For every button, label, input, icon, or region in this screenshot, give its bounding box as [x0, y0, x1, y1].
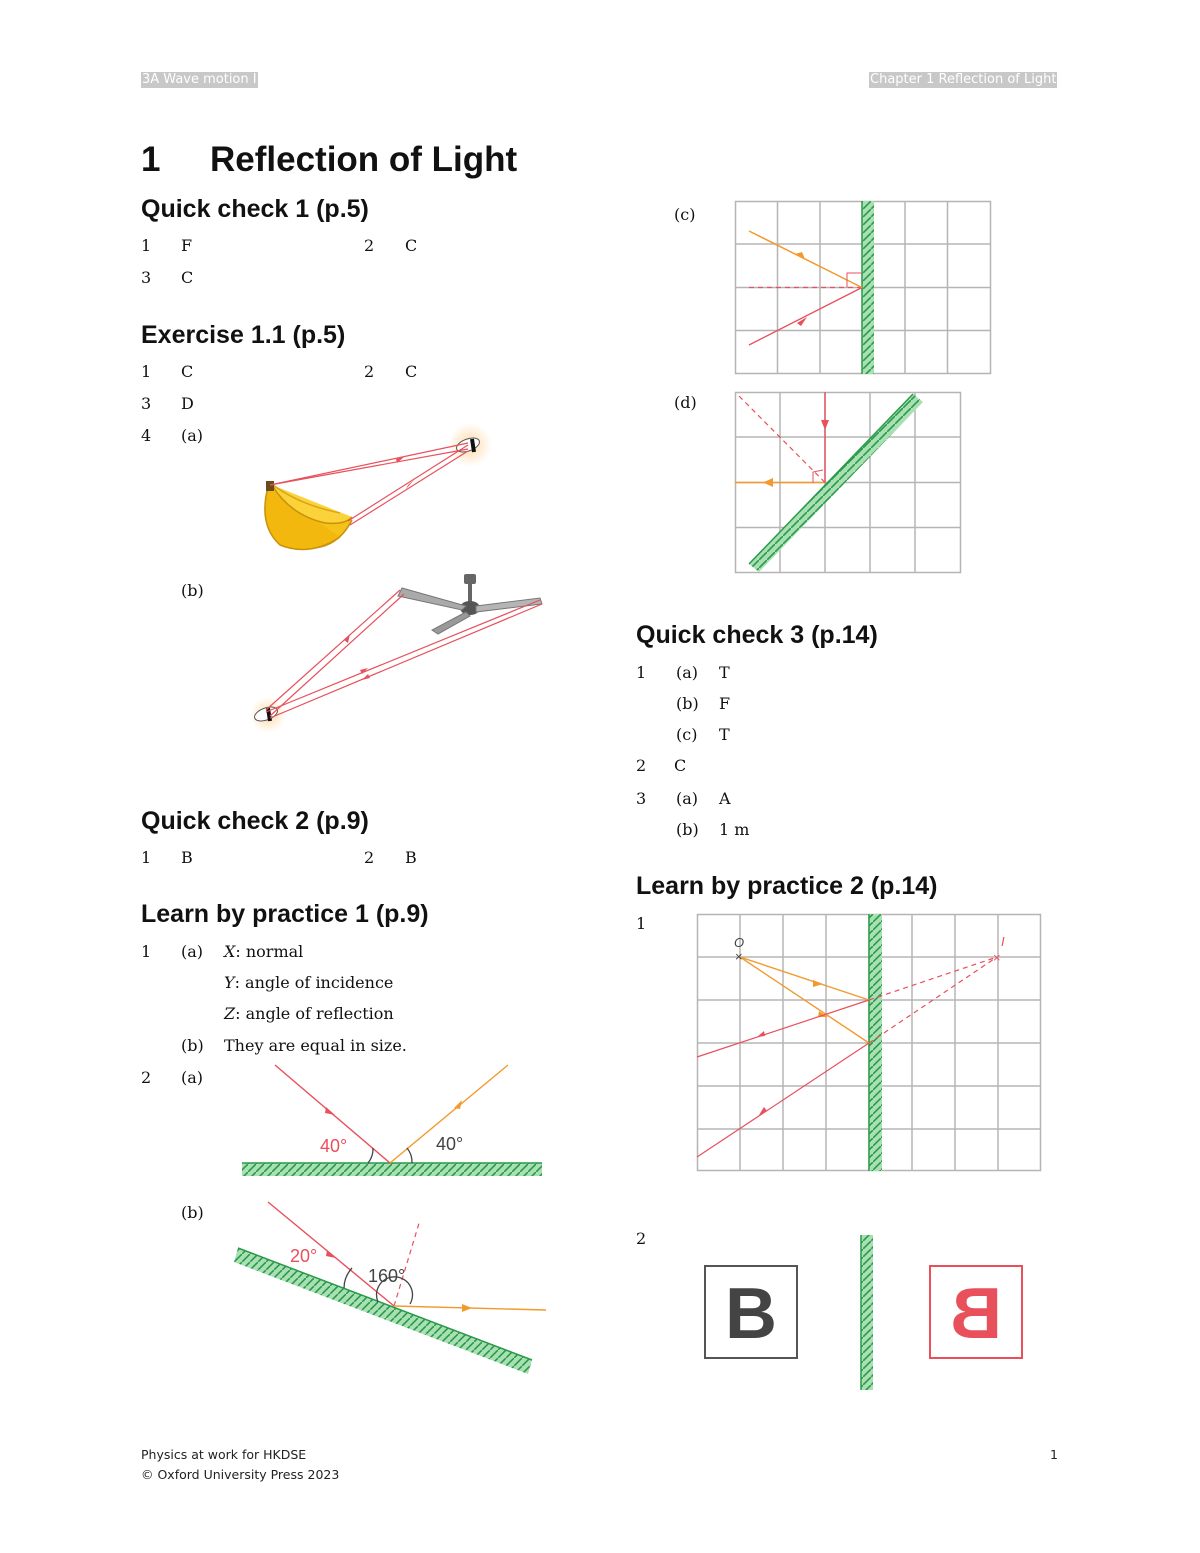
- qc2-q1-num: 1: [141, 848, 152, 867]
- qc2-q2-answer: B: [405, 848, 417, 867]
- exercise-1-1-title: Exercise 1.1 (p.5): [141, 321, 346, 349]
- learn-by-practice-2-title: Learn by practice 2 (p.14): [636, 872, 938, 900]
- ex11-q1-num: 1: [141, 362, 152, 381]
- qc2-q1-answer: B: [181, 848, 193, 867]
- qc1-q3-answer: C: [181, 268, 194, 287]
- qc3-q3b-answer: 1 m: [719, 820, 750, 839]
- ex11-q1-answer: C: [181, 362, 194, 381]
- lbp1-q1a-y-line: [224, 973, 393, 992]
- ex11-q2-num: 2: [364, 362, 375, 381]
- grid-diagram-d: [735, 392, 963, 576]
- angle-incidence-20: 20°: [290, 1246, 318, 1266]
- quick-check-2-title: Quick check 2 (p.9): [141, 807, 369, 835]
- qc3-q1a-label: (a): [676, 663, 699, 682]
- lbp1-q1b-answer: They are equal in size.: [224, 1036, 407, 1055]
- right-d-label: (d): [674, 393, 697, 412]
- angle-reflection-160: 160°: [368, 1266, 406, 1286]
- qc3-q1a-answer: T: [719, 663, 730, 682]
- banana-eye-diagram: [240, 425, 510, 560]
- lbp1-q2-num: 2: [141, 1068, 152, 1087]
- angle-reflection-40: 40°: [436, 1134, 464, 1154]
- svg-text:×: ×: [735, 949, 743, 964]
- angle-incidence-40: 40°: [320, 1136, 348, 1156]
- header-left: 3A Wave motion I: [142, 72, 257, 87]
- right-c-label: (c): [674, 205, 696, 224]
- qc1-q1-answer: F: [181, 236, 193, 255]
- fan-eye-diagram: [240, 570, 550, 730]
- lbp1-q1b-label: (b): [181, 1036, 204, 1055]
- ex11-q2-answer: C: [405, 362, 418, 381]
- qc1-q2-num: 2: [364, 236, 375, 255]
- qc3-q1c-label: (c): [676, 725, 698, 744]
- var-x: X: [224, 942, 236, 961]
- image-letter: B: [950, 1274, 1002, 1354]
- ex11-q4a-label: (a): [181, 426, 204, 445]
- var-y: Y: [224, 973, 235, 992]
- footer-copyright: © Oxford University Press 2023: [141, 1467, 340, 1482]
- qc1-q1-num: 1: [141, 236, 152, 255]
- lbp1-q2b-label: (b): [181, 1203, 204, 1222]
- reflection-160-diagram: [234, 1198, 549, 1383]
- lbp1-q1a-z-line: [224, 1004, 394, 1023]
- qc3-q1-num: 1: [636, 663, 647, 682]
- lateral-inversion-diagram: [703, 1233, 1025, 1393]
- lbp2-q1-num: 1: [636, 914, 647, 933]
- lbp1-q1a-label: (a): [181, 942, 204, 961]
- chapter-title: Reflection of Light: [210, 140, 518, 179]
- qc3-q3a-label: (a): [676, 789, 699, 808]
- lbp1-q1a-x-line: [224, 942, 303, 961]
- var-z: Z: [224, 1004, 236, 1023]
- z-answer: : angle of reflection: [235, 1004, 394, 1023]
- qc3-q3b-label: (b): [676, 820, 699, 839]
- grid-diagram-c: [735, 201, 993, 377]
- qc1-q3-num: 3: [141, 268, 152, 287]
- lbp2-q2-num: 2: [636, 1229, 647, 1248]
- object-label: O: [734, 935, 745, 950]
- reflection-40-diagram: [240, 1060, 545, 1180]
- ex11-q4b-label: (b): [181, 581, 204, 600]
- grid-diagram-image-formation: [697, 914, 1043, 1174]
- quick-check-1-title: Quick check 1 (p.5): [141, 195, 369, 223]
- lbp1-q2a-label: (a): [181, 1068, 204, 1087]
- qc2-q2-num: 2: [364, 848, 375, 867]
- quick-check-3-title: Quick check 3 (p.14): [636, 621, 878, 649]
- qc3-q2-answer: C: [674, 756, 687, 775]
- ex11-q3-num: 3: [141, 394, 152, 413]
- learn-by-practice-1-title: Learn by practice 1 (p.9): [141, 900, 429, 928]
- lbp1-q1-num: 1: [141, 942, 152, 961]
- qc3-q3-num: 3: [636, 789, 647, 808]
- x-answer: : normal: [235, 942, 304, 961]
- qc3-q2-num: 2: [636, 756, 647, 775]
- header-right: Chapter 1 Reflection of Light: [870, 72, 1057, 87]
- y-answer: : angle of incidence: [234, 973, 394, 992]
- chapter-number: 1: [141, 140, 161, 179]
- ex11-q4-num: 4: [141, 426, 152, 445]
- svg-text:×: ×: [993, 950, 1001, 965]
- page-number: 1: [1050, 1447, 1058, 1462]
- object-letter: B: [725, 1274, 777, 1354]
- image-label: I: [1001, 934, 1005, 949]
- ex11-q3-answer: D: [181, 394, 194, 413]
- qc1-q2-answer: C: [405, 236, 418, 255]
- qc3-q1b-label: (b): [676, 694, 699, 713]
- qc3-q3a-answer: A: [719, 789, 731, 808]
- footer-line1: Physics at work for HKDSE: [141, 1447, 307, 1462]
- qc3-q1c-answer: T: [719, 725, 730, 744]
- qc3-q1b-answer: F: [719, 694, 731, 713]
